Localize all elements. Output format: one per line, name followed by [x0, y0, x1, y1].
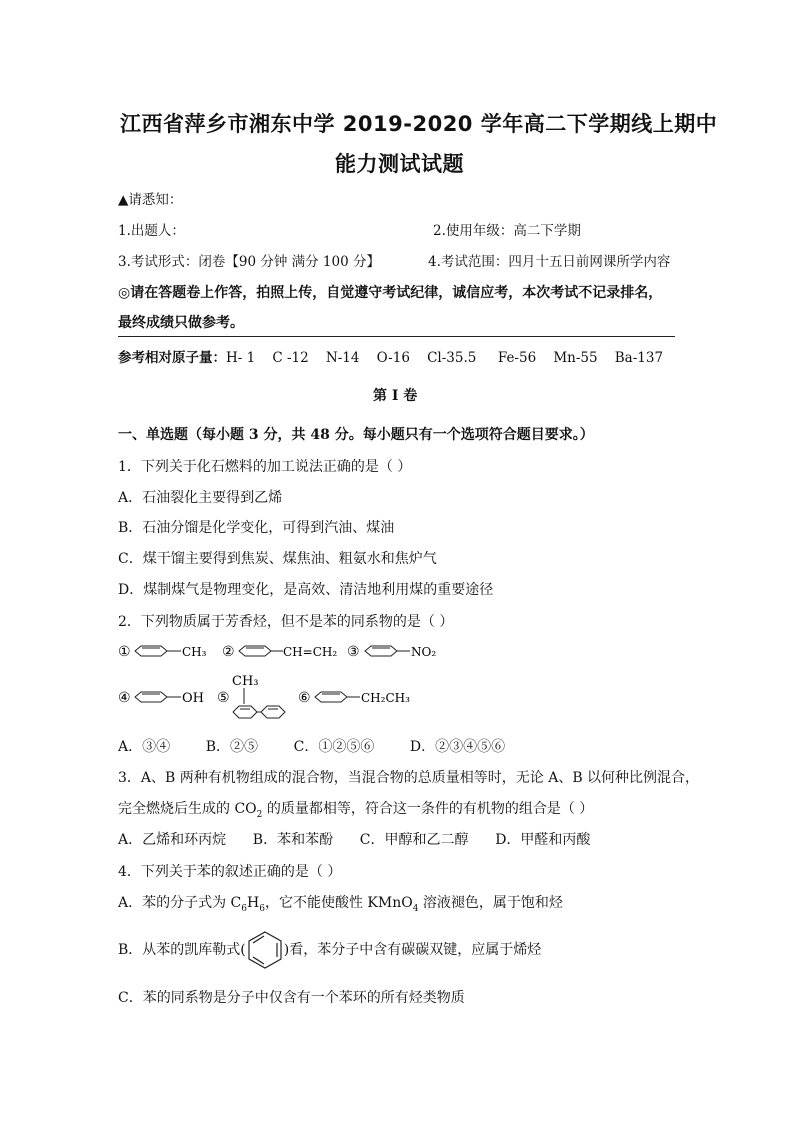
q3-stem-part1: 完全燃烧后生成的 CO [118, 801, 257, 817]
q1-option-a: A．石油裂化主要得到乙烯 [118, 490, 283, 506]
q2-s5-group: CH₃ [232, 674, 259, 689]
q2-structures-row2 [115, 668, 435, 724]
notice-item-format: 3.考试形式：闭卷【90 分钟 满分 100 分】 [118, 254, 380, 270]
q2-s6-number: ⑥ [298, 690, 311, 706]
q4-b-part2: )看，苯分子中含有碳碳双键，应属于烯烃 [283, 942, 542, 958]
q3-stem-part2: 的质量都相等，符合这一条件的有机物的组合是（ ） [262, 801, 594, 817]
q2-s4-number: ④ [118, 690, 131, 706]
atomic-masses-values: H- 1 C -12 N-14 O-16 Cl-35.5 Fe-56 Mn-55 Ba-137 [226, 350, 664, 366]
notice-warning-line2: 最终成绩只做参考。 [118, 315, 244, 331]
divider-rule [118, 336, 675, 337]
atomic-masses-label: 参考相对原子量： [118, 350, 226, 366]
notice-item-author: 1.出题人： [118, 223, 185, 239]
volume-heading: 第 I 卷 [373, 388, 418, 404]
notice-item-scope: 4.考试范围：四月十五日前网课所学内容 [428, 254, 671, 270]
benzene-ring-icon [135, 692, 181, 702]
q4-b-part1: B．从苯的凯库勒式( [118, 942, 246, 958]
q4-stem: 4．下列关于苯的叙述正确的是（ ） [118, 864, 342, 880]
q2-s1-group: CH₃ [182, 645, 207, 659]
benzene-ring-icon [315, 692, 360, 702]
section-heading: 一、单选题（每小题 3 分，共 48 分。每小题只有一个选项符合题目要求。） [118, 427, 594, 443]
q2-options: A．③④ B．②⑤ C．①②⑤⑥ D．②③④⑤⑥ [118, 739, 506, 755]
q1-stem: 1．下列关于化石燃料的加工说法正确的是（ ） [118, 459, 412, 475]
q2-s1-number: ① [118, 644, 131, 660]
q2-s2-group: CH=CH₂ [283, 645, 338, 659]
q4-option-a [118, 892, 563, 914]
q4-a-part4: 溶液褪色，属于饱和烃 [418, 895, 563, 911]
q3-stem-line1: 3．A、B 两种有机物组成的混合物，当混合物的总质量相等时，无论 A、B 以何种比例混合， [118, 770, 700, 786]
benzene-ring-icon [365, 646, 410, 656]
q2-stem: 2．下列物质属于芳香烃，但不是苯的同系物的是（ ） [118, 614, 454, 630]
q4-a-sub2: 6 [259, 903, 265, 914]
q2-s4-group: OH [182, 691, 204, 706]
page-title-line2: 能力测试试题 [335, 152, 464, 176]
q4-a-sub3: 4 [412, 903, 419, 914]
benzene-ring-icon [239, 646, 283, 656]
q2-s3-group: NO₂ [411, 645, 437, 659]
biphenyl-structure-icon [233, 688, 285, 718]
q3-stem-subscript: 2 [256, 809, 263, 820]
q4-option-b [118, 939, 541, 959]
kekule-benzene-icon [246, 930, 284, 970]
q2-s6-group: CH₂CH₃ [361, 691, 410, 705]
q4-a-sub1: 6 [241, 903, 248, 914]
q4-a-part1: A．苯的分子式为 C [118, 895, 242, 911]
q4-a-part3: ，它不能使酸性 KMnO [264, 895, 413, 911]
notice-item-grade: 2.使用年级：高二下学期 [433, 223, 581, 239]
q4-option-c: C．苯的同系物是分子中仅含有一个苯环的所有烃类物质 [118, 990, 465, 1006]
q1-option-b: B．石油分馏是化学变化，可得到汽油、煤油 [118, 520, 395, 536]
page-title-line1: 江西省萍乡市湘东中学 2019-2020 学年高二下学期线上期中 [120, 112, 718, 136]
notice-warning-line1: ◎请在答题卷上作答，拍照上传，自觉遵守考试纪律，诚信应考，本次考试不记录排名， [118, 285, 663, 301]
q4-a-part2: H [247, 895, 260, 911]
q3-options: A．乙烯和环丙烷 B．苯和苯酚 C．甲醇和乙二醇 D．甲醛和丙酸 [118, 832, 591, 848]
q3-stem-line2 [118, 798, 593, 820]
q2-s2-number: ② [222, 644, 235, 660]
q2-s5-number: ⑤ [217, 690, 230, 706]
benzene-ring-icon [135, 646, 181, 656]
q2-s3-number: ③ [347, 644, 360, 660]
atomic-masses [118, 346, 663, 366]
q2-structures-row1 [115, 638, 455, 664]
q1-option-c: C．煤干馏主要得到焦炭、煤焦油、粗氨水和焦炉气 [118, 551, 437, 567]
q1-option-d: D．煤制煤气是物理变化，是高效、清洁地利用煤的重要途径 [118, 582, 494, 598]
notice-head: ▲请悉知： [118, 192, 183, 208]
